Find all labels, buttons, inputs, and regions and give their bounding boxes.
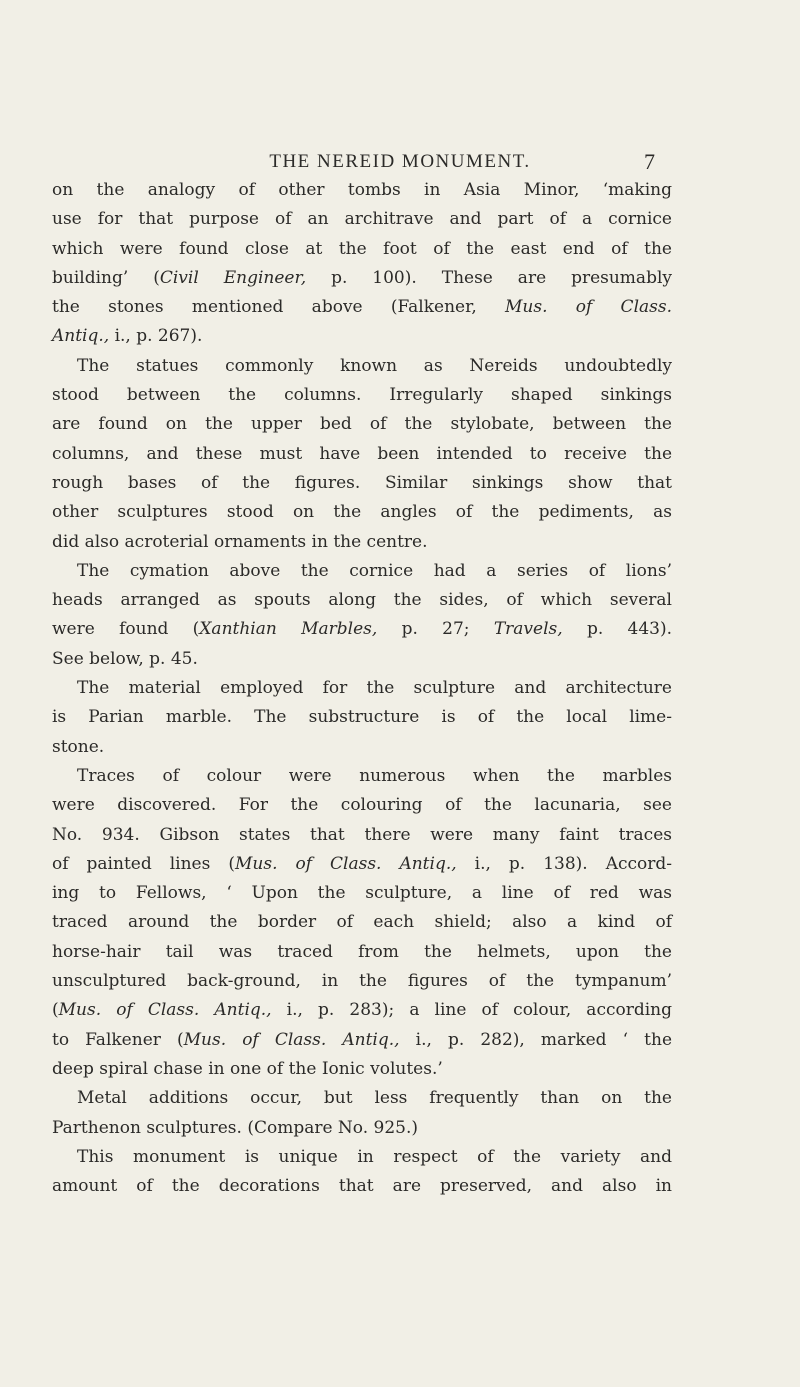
text-line: are found on the upper bed of the stylobate, between the [52, 414, 672, 435]
text-line: stone. [52, 736, 105, 757]
running-head [0, 148, 800, 176]
text-line: amount of the decorations that are preserved, and also in [52, 1176, 672, 1197]
text-line: is Parian marble. The substructure is of the local lime- [52, 707, 672, 728]
text-line: did also acroterial ornaments in the centre. [52, 531, 428, 552]
page-number: 7 [644, 149, 655, 174]
text-line: on the analogy of other tombs in Asia Minor, ‘making [52, 180, 672, 200]
text-line: were found (Xanthian Marbles, p. 27; Travels, p. 443). [52, 619, 673, 640]
text-line: See below, p. 45. [52, 648, 198, 669]
paragraph-start: The cymation above the cornice had a series of lions’ [77, 560, 672, 581]
text-line: traced around the border of each shield; also a kind of [52, 912, 672, 933]
text-line: stood between the columns. Irregularly shaped sinkings [52, 385, 672, 406]
paragraph-start: The material employed for the sculpture and architecture [77, 678, 672, 699]
text-line: ing to Fellows, ‘ Upon the sculpture, a line of red was [52, 883, 672, 904]
text-line: deep spiral chase in one of the Ionic volutes.’ [52, 1058, 443, 1079]
text-line: Antiq., i., p. 267). [52, 326, 203, 347]
text-line: of painted lines (Mus. of Class. Antiq., i., p. 138). Accord- [52, 853, 673, 874]
text-line: building’ (Civil Engineer, p. 100). These are presumably [52, 267, 672, 288]
text-line: other sculptures stood on the angles of the pediments, as [52, 502, 672, 523]
text-line: which were found close at the foot of the east end of the [52, 238, 672, 259]
running-title: THE NEREID MONUMENT. [269, 151, 531, 172]
text-line: columns, and these must have been intended to receive the [52, 443, 672, 464]
text-line: Parthenon sculptures. (Compare No. 925.) [52, 1117, 419, 1138]
body-text [52, 176, 672, 1201]
paragraph-start: Metal additions occur, but less frequently than on the [77, 1088, 672, 1109]
text-line: use for that purpose of an architrave and part of a cornice [52, 209, 672, 230]
paragraph-start: Traces of colour were numerous when the marbles [77, 765, 672, 786]
text-line: No. 934. Gibson states that there were many faint traces [52, 824, 672, 845]
paragraph-start: This monument is unique in respect of the variety and [77, 1146, 672, 1167]
text-line: horse-hair tail was traced from the helmets, upon the [52, 941, 672, 962]
text-line: to Falkener (Mus. of Class. Antiq., i., p. 282), marked ‘ the [52, 1029, 672, 1050]
paragraph-start: The statues commonly known as Nereids undoubtedly [77, 355, 672, 376]
text-line: (Mus. of Class. Antiq., i., p. 283); a line of colour, according [52, 1000, 672, 1021]
text-line: rough bases of the figures. Similar sinkings show that [52, 472, 672, 493]
text-line: heads arranged as spouts along the sides, of which several [52, 590, 672, 611]
text-line: were discovered. For the colouring of the lacunaria, see [52, 795, 672, 816]
text-line: the stones mentioned above (Falkener, Mus. of Class. [52, 297, 672, 318]
text-line: unsculptured back-ground, in the figures of the tympanum’ [52, 971, 672, 992]
